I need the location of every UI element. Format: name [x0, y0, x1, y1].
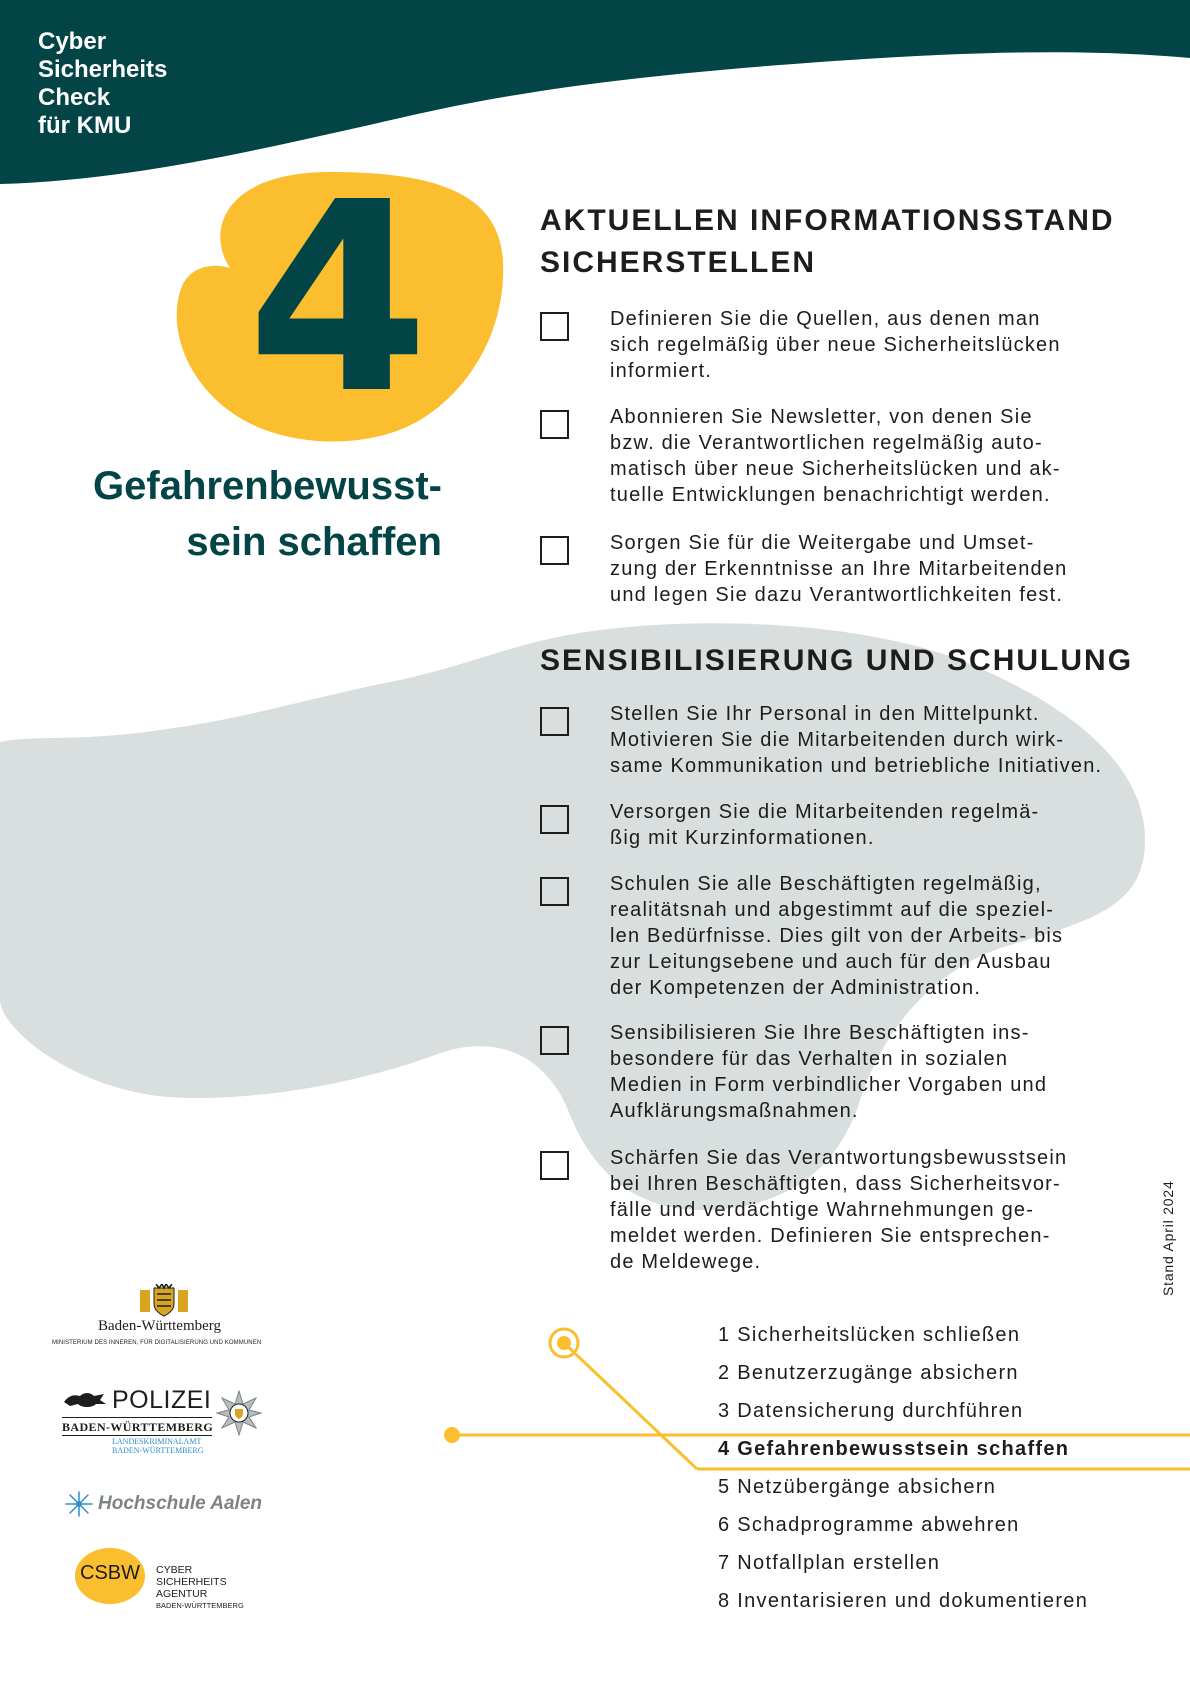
logo-csbw [75, 1548, 285, 1610]
checklist-item-text [610, 799, 1130, 851]
text-line: Versorgen Sie die Mitarbeitenden regelmä- [610, 801, 1040, 823]
checkbox[interactable] [540, 1151, 569, 1180]
logo-polizei-divider [62, 1417, 212, 1418]
text-line: Definieren Sie die Quellen, aus denen man [610, 308, 1041, 330]
text-line: zung der Erkenntnisse an Ihre Mitarbeitenden [610, 558, 1068, 580]
checkbox[interactable] [540, 877, 569, 906]
nav-track-dot-large [557, 1336, 571, 1350]
text-line: Sensibilisieren Sie Ihre Beschäftigten ins- [610, 1022, 1030, 1044]
text-line: Schärfen Sie das Verantwortungsbewusstsein [610, 1147, 1068, 1169]
logo-polizei-subtitle: BADEN-WÜRTTEMBERG [62, 1420, 214, 1434]
text-line: same Kommunikation und betriebliche Initiativen. [610, 755, 1103, 777]
coat-of-arms-icon [136, 1284, 192, 1318]
text-line: de Meldewege. [610, 1251, 762, 1273]
checkbox[interactable] [540, 536, 569, 565]
brand-line: Cyber [38, 28, 107, 55]
text-line: Motivieren Sie die Mitarbeitenden durch wirk- [610, 729, 1065, 751]
text-line: Medien in Form verbindlicher Vorgaben und [610, 1074, 1048, 1096]
text-line: ßig mit Kurzinformationen. [610, 827, 875, 849]
checkbox[interactable] [540, 1026, 569, 1055]
header-wave [0, 0, 1190, 184]
logo-lka-label: LANDESKRIMINALAMT [112, 1437, 202, 1446]
logo-hochschule-name: Hochschule Aalen [98, 1493, 263, 1514]
chapter-title-line: sein schaffen [186, 520, 442, 564]
checkbox[interactable] [540, 805, 569, 834]
text-line: len Bedürfnisse. Dies gilt von der Arbeits- bis [610, 925, 1064, 947]
checklist-item-text [610, 404, 1130, 508]
logo-polizei-divider [62, 1435, 212, 1436]
checklist-item-text [610, 1145, 1130, 1275]
logo-bw-subtitle: MINISTERIUM DES INNEREN, FÜR DIGITALISIERUNG UND KOMMUNEN [52, 1340, 262, 1346]
csbw-line: SICHERHEITS [156, 1576, 227, 1588]
text-line: fälle und verdächtige Wahrnehmungen ge- [610, 1199, 1035, 1221]
text-line: tuelle Entwicklungen benachrichtigt werden. [610, 484, 1051, 506]
logo-lka-region: BADEN-WÜRTTEMBERG [112, 1446, 204, 1455]
text-line: Stellen Sie Ihr Personal in den Mittelpunkt. [610, 703, 1040, 725]
police-star-icon [216, 1390, 262, 1436]
section-heading-sensibilisierung [540, 640, 1133, 682]
checkbox[interactable] [540, 410, 569, 439]
nav-item-1[interactable]: 1 Sicherheitslücken schließen [718, 1324, 1021, 1346]
nav-item-2[interactable]: 2 Benutzerzugänge absichern [718, 1362, 1019, 1384]
text-line: bei Ihren Beschäftigten, dass Sicherheitsvor- [610, 1173, 1061, 1195]
text-line: sich regelmäßig über neue Sicherheitslücken [610, 334, 1061, 356]
logo-polizei-name: POLIZEI [112, 1386, 212, 1414]
text-line: und legen Sie dazu Verantwortlichkeiten fest. [610, 584, 1064, 606]
text-line: besondere für das Verhalten in sozialen [610, 1048, 1009, 1070]
checklist-item-text [610, 530, 1130, 608]
nav-item-7[interactable]: 7 Notfallplan erstellen [718, 1552, 941, 1574]
section-heading-informationsstand [540, 200, 1115, 284]
csbw-subtitle: BADEN-WÜRTTEMBERG [156, 1601, 244, 1610]
date-stamp: Stand April 2024 [1160, 1180, 1176, 1296]
star-burst-icon [62, 1490, 96, 1518]
logo-bw-name: Baden-Württemberg [98, 1318, 222, 1334]
csbw-line: AGENTUR [156, 1588, 208, 1600]
nav-item-3[interactable]: 3 Datensicherung durchführen [718, 1400, 1024, 1422]
text-line: realitätsnah und abgestimmt auf die speziel- [610, 899, 1055, 921]
csbw-line: CYBER [156, 1564, 193, 1576]
nav-track-dot-small [444, 1427, 460, 1443]
chapter-title-line: Gefahrenbewusst- [93, 464, 442, 508]
nav-item-8[interactable]: 8 Inventarisieren und dokumentieren [718, 1590, 1089, 1612]
checkbox[interactable] [540, 707, 569, 736]
text-line: Sorgen Sie für die Weitergabe und Umset- [610, 532, 1035, 554]
logo-hochschule-aalen [62, 1490, 282, 1520]
checklist-item-text [610, 871, 1130, 1001]
nav-item-4-active[interactable]: 4 Gefahrenbewusstsein schaffen [718, 1438, 1070, 1460]
checklist-item-text [610, 306, 1130, 384]
section-heading-line: SICHERSTELLEN [540, 246, 817, 279]
text-line: bzw. die Verantwortlichen regelmäßig auto- [610, 432, 1043, 454]
lion-icon [62, 1390, 108, 1410]
section-heading-line: SENSIBILISIERUNG UND SCHULUNG [540, 644, 1134, 677]
brand-line: Sicherheits [38, 56, 168, 83]
csbw-badge-text: CSBW [80, 1562, 140, 1584]
text-line: Schulen Sie alle Beschäftigten regelmäßig, [610, 873, 1042, 895]
text-line: matisch über neue Sicherheitslücken und ak- [610, 458, 1061, 480]
text-line: meldet werden. Definieren Sie entsprechen- [610, 1225, 1051, 1247]
brand-title [38, 28, 167, 140]
checkbox[interactable] [540, 312, 569, 341]
logo-polizei [62, 1386, 262, 1456]
checklist-item-text [610, 1020, 1130, 1124]
brand-line: Check [38, 84, 111, 111]
nav-item-5[interactable]: 5 Netzübergänge absichern [718, 1476, 997, 1498]
nav-item-6[interactable]: 6 Schadprogramme abwehren [718, 1514, 1020, 1536]
section-heading-line: AKTUELLEN INFORMATIONSSTAND [540, 204, 1115, 237]
text-line: informiert. [610, 360, 713, 382]
text-line: Aufklärungsmaßnahmen. [610, 1100, 859, 1122]
text-line: der Kompetenzen der Administration. [610, 977, 982, 999]
checklist-item-text [610, 701, 1130, 779]
chapter-title [93, 458, 442, 570]
chapter-number: 4 [246, 146, 430, 451]
brand-line: für KMU [38, 112, 132, 139]
text-line: zur Leitungsebene und auch für den Ausbau [610, 951, 1052, 973]
text-line: Abonnieren Sie Newsletter, von denen Sie [610, 406, 1033, 428]
